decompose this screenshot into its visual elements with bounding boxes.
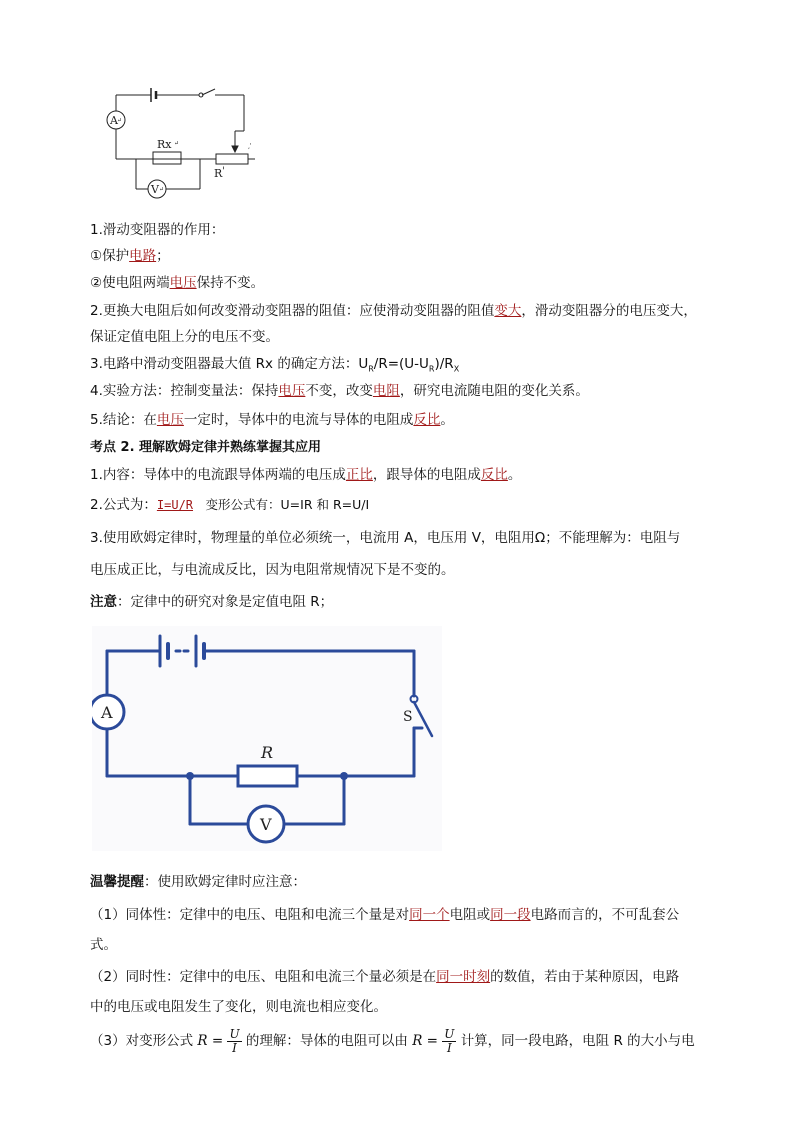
rheostat-label: R (214, 167, 223, 180)
circuit-diagram-1 (96, 84, 266, 210)
voltmeter-label: V (151, 183, 159, 196)
item-protect-circuit: ①保护电路； (90, 248, 170, 264)
svg-text:↵: ↵ (159, 186, 165, 193)
item-keep-voltage: ②使电阻两端电压保持不变。 (90, 275, 265, 291)
section-heading-ohms-law: 考点 2. 理解欧姆定律并熟练掌握其应用 (90, 440, 322, 455)
formula-main: I=U/R (156, 498, 194, 512)
svg-text:‚': ‚' (248, 143, 252, 150)
paragraph-units-cont: 电压成正比，与电流成反比，因为电阻常规情况下是不变的。 (90, 562, 455, 578)
paragraph-change-resistance: 2.更换大电阻后如何改变滑动变阻器的阻值：应使滑动变阻器的阻值变大，滑动变阻器分的电压变大， (90, 303, 697, 319)
tip-3: （3）对变形公式 R = $\frac{U}{I}$ 的理解：导体的电阻可以由 R = $\frac{U}{I}$ 计算，同一段电路，电阻 R 的大小与电 (90, 1026, 695, 1055)
voltmeter-label: V (260, 815, 272, 834)
tip-1-cont: 式。 (90, 937, 117, 953)
paragraph-formula: 2.公式为：I=U/R 变形公式有：U=IR 和 R=U/I (90, 497, 370, 513)
circuit-diagram-2 (92, 626, 442, 851)
tip-1: （1）同体性：定律中的电压、电阻和电流三个量是对同一个电阻或同一段电路而言的，不可乱套公 (90, 907, 680, 923)
paragraph-method: 4.实验方法：控制变量法：保持电压不变，改变电阻，研究电流随电阻的变化关系。 (90, 383, 589, 399)
fraction-u-over-i: $\frac{U}{I}$ (229, 1026, 240, 1055)
paragraph-conclusion: 5.结论：在电压一定时，导体中的电流与导体的电阻成反比。 (90, 412, 454, 428)
resistor-label: R (261, 743, 274, 762)
ammeter-label: A (101, 703, 113, 722)
ammeter-label: A (110, 114, 118, 127)
tip-2-cont: 中的电压或电阻发生了变化，则电流也相应变化。 (90, 999, 387, 1015)
rx-resistor-icon (153, 152, 181, 164)
svg-text:↵: ↵ (174, 140, 180, 147)
paragraph-change-resistance-cont: 保证定值电阻上分的电压不变。 (90, 329, 279, 345)
heading-rheostat-role: 1.滑动变阻器的作用： (90, 222, 225, 238)
note: 注意：定律中的研究对象是定值电阻 R； (90, 594, 334, 610)
svg-text:↵: ↵ (117, 117, 123, 124)
paragraph-content: 1.内容：导体中的电流跟导体两端的电压成正比，跟导体的电阻成反比。 (90, 467, 522, 483)
fraction-u-over-i-2: $\frac{U}{I}$ (444, 1026, 455, 1055)
paragraph-units: 3.使用欧姆定律时，物理量的单位必须统一，电流用 A，电压用 V，电阻用Ω；不能理解为：电阻与 (90, 530, 681, 546)
rx-label: Rx (157, 138, 172, 151)
rheostat-icon (216, 154, 248, 164)
tips-heading: 温馨提醒：使用欧姆定律时应注意： (90, 874, 306, 890)
switch-label: S (403, 709, 413, 725)
paragraph-max-value: 3.电路中滑动变阻器最大值 Rx 的确定方法：$U_R/R=(U-U_R)/R_X$ (90, 356, 460, 374)
tip-2: （2）同时性：定律中的电压、电阻和电流三个量必须是在同一时刻的数值，若由于某种原因，电路 (90, 969, 680, 985)
resistor-icon (238, 766, 297, 786)
svg-text:': ' (222, 166, 225, 177)
